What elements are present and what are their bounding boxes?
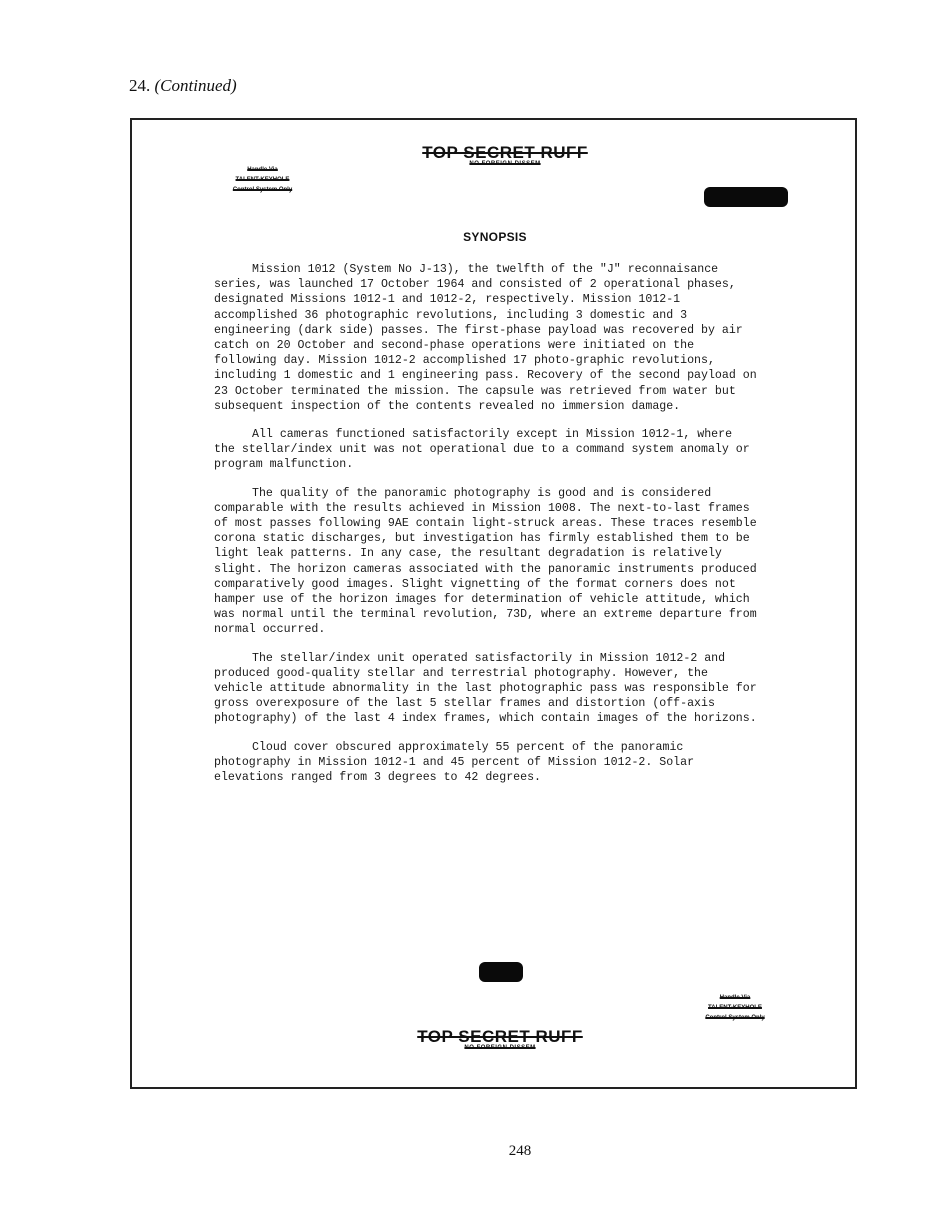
classification-top <box>405 143 605 167</box>
control-markings-bottom-right <box>680 993 790 1023</box>
classification-top-sub: NO FOREIGN DISSEM <box>469 161 541 167</box>
section-continued: (Continued) <box>154 76 237 95</box>
synopsis-paragraph: All cameras functioned satisfactorily except in Mission 1012-1, where the stellar/index unit was not operational due to a command system anomaly or program malfunction. <box>214 428 757 472</box>
classification-bottom-main: TOP SECRET RUFF <box>417 1027 583 1046</box>
synopsis-paragraph: The quality of the panoramic photography is good and is considered comparable with the results achieved in Mission 1008. The next-to-last frames of most passes following 9AE contain light-struck areas. These traces resemble corona static discharges, but investigation has firmly established them to be light leak patterns. In any case, the resultant degradation is relatively slight. The horizon cameras associated with the panoramic instruments produced comparatively good images. Slight vignetting of the format corners does not hamper use of the horizon images for determination of vehicle attitude, which was normal until the terminal revolution, 73D, where an extreme departure from normal occurred. <box>214 486 764 637</box>
control-line-3: Control System Only <box>705 1015 765 1021</box>
redaction-block-top <box>704 187 788 207</box>
synopsis-paragraph: Mission 1012 (System No J-13), the twelfth of the "J" reconnaisance series, was launched 17 October 1964 and consisted of 2 operational phases, designated Missions 1012-1 and 1012-2, respectively. Mission 1012-1 accomplished 36 photographic revolutions, including 3 domestic and 3 engineering (dark side) passes. The first-phase payload was recovered by air catch on 20 October and second-phase operations were initiated on the following day. Mission 1012-2 accomplished 17 photo-graphic revolutions, including 1 domestic and 1 engineering pass. Recovery of the second payload on 23 October terminated the mission. The capsule was retrieved from water but subsequent inspection of the contents revealed no immersion damage. <box>214 263 764 413</box>
section-heading <box>129 76 237 96</box>
redaction-block-bottom <box>479 962 523 982</box>
classification-top-main: TOP SECRET RUFF <box>422 143 588 162</box>
control-line-3: Control System Only <box>232 187 293 193</box>
control-line-1: Handle Via <box>247 167 278 173</box>
control-line-2: TALENT-KEYHOLE <box>235 177 290 183</box>
classification-bottom-sub: NO FOREIGN DISSEM <box>464 1045 536 1051</box>
control-line-2: TALENT-KEYHOLE <box>708 1005 762 1011</box>
synopsis-title: SYNOPSIS <box>463 230 527 244</box>
synopsis-body <box>214 262 764 798</box>
synopsis-paragraph: Cloud cover obscured approximately 55 percent of the panoramic photography in Mission 1012-1 and 45 percent of Mission 1012-2. Solar elevations ranged from 3 degrees to 42 degrees. <box>214 740 702 785</box>
section-number: 24. <box>129 76 151 95</box>
control-line-1: Handle Via <box>719 995 751 1001</box>
synopsis-paragraph: The stellar/index unit operated satisfactorily in Mission 1012-2 and produced good-quality stellar and terrestrial photography. However, the vehicle attitude abnormality in the last photographic pass was responsible for gross overexposure of the last 5 stellar frames and distortion (off-axis photography) of the last 4 index frames, which contain images of the horizons. <box>214 651 764 726</box>
page-number: 248 <box>508 1143 532 1159</box>
control-markings-top-left <box>205 165 320 195</box>
classification-bottom <box>400 1027 600 1051</box>
